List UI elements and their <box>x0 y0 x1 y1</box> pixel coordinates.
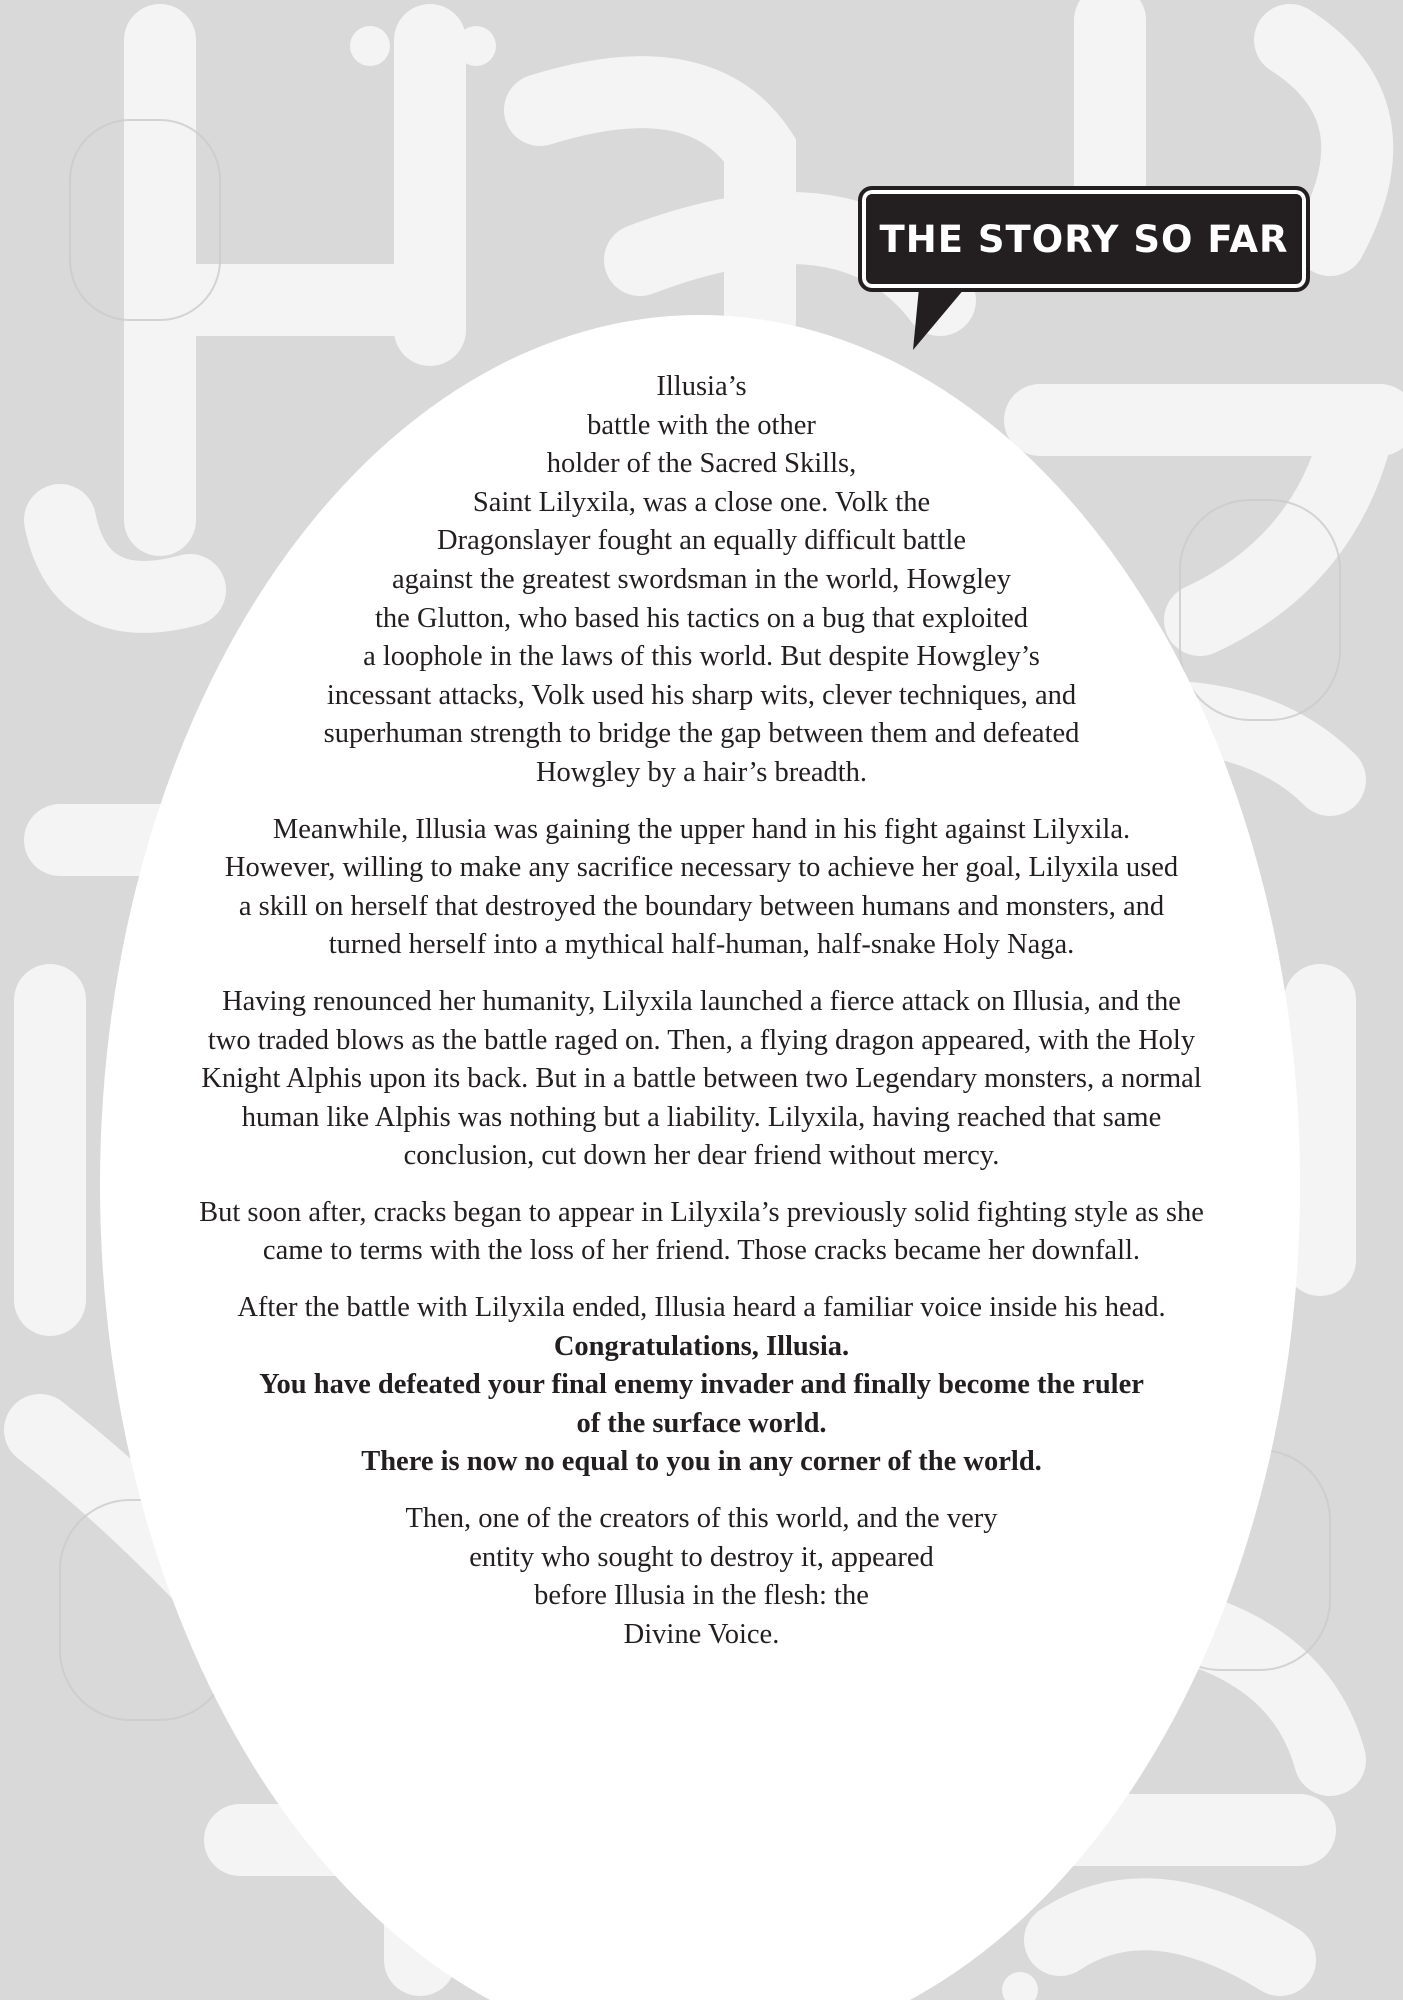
text-line: Howgley by a hair’s breadth. <box>535 756 868 788</box>
text-line: conclusion, cut down her dear friend without mercy. <box>403 1140 1000 1172</box>
text-line: against the greatest swordsman in the world, Howgley <box>392 563 1011 595</box>
text-line: superhuman strength to bridge the gap between them and defeated <box>323 718 1080 750</box>
paragraph-1 <box>150 368 1253 793</box>
paragraph-3 <box>150 983 1253 1176</box>
text-line: Then, one of the creators of this world, and the very <box>405 1503 998 1535</box>
page-title: THE STORY SO FAR <box>879 217 1289 261</box>
divine-voice-line: You have defeated your final enemy invader and finally become the ruler <box>259 1369 1144 1401</box>
divine-voice-line: There is now no equal to you in any corner of the world. <box>361 1446 1042 1478</box>
text-line: holder of the Sacred Skills, <box>546 448 857 480</box>
story-so-far-badge <box>858 186 1310 292</box>
text-line: Saint Lilyxila, was a close one. Volk the <box>472 486 931 518</box>
paragraph-2 <box>150 811 1253 965</box>
text-line: Having renounced her humanity, Lilyxila launched a fierce attack on Illusia, and the <box>222 985 1181 1017</box>
text-line: two traded blows as the battle raged on. Then, a flying dragon appeared, with the Holy <box>207 1024 1196 1056</box>
text-line: After the battle with Lilyxila ended, Illusia heard a familiar voice inside his head. <box>237 1292 1166 1324</box>
text-line: But soon after, cracks began to appear in Lilyxila’s previously solid fighting style as she <box>199 1196 1204 1228</box>
divine-voice-line: Congratulations, Illusia. <box>553 1330 850 1362</box>
text-line: Knight Alphis upon its back. But in a battle between two Legendary monsters, a normal <box>201 1063 1202 1095</box>
paragraph-4 <box>150 1194 1253 1271</box>
text-line: turned herself into a mythical half-human, half-snake Holy Naga. <box>328 929 1075 961</box>
text-line: came to terms with the loss of her friend. Those cracks became her downfall. <box>262 1235 1141 1267</box>
text-line: Dragonslayer fought an equally difficult battle <box>437 525 966 557</box>
text-line: Illusia’s <box>656 371 747 402</box>
text-line: Divine Voice. <box>623 1618 780 1650</box>
story-text <box>150 368 1253 1672</box>
text-line: human like Alphis was nothing but a liability. Lilyxila, having reached that same <box>241 1101 1162 1133</box>
text-line: battle with the other <box>587 409 816 441</box>
text-line: a skill on herself that destroyed the boundary between humans and monsters, and <box>238 890 1165 922</box>
speech-bubble-tail-icon <box>905 288 965 350</box>
text-line: However, willing to make any sacrifice necessary to achieve her goal, Lilyxila used <box>224 852 1179 884</box>
text-line: incessant attacks, Volk used his sharp wits, clever techniques, and <box>326 679 1077 711</box>
paragraph-6 <box>150 1500 1253 1654</box>
text-line: entity who sought to destroy it, appeared <box>469 1541 934 1573</box>
text-line: Meanwhile, Illusia was gaining the upper hand in his fight against Lilyxila. <box>272 813 1131 845</box>
paragraph-5 <box>150 1289 1253 1482</box>
text-line: before Illusia in the flesh: the <box>534 1580 869 1612</box>
text-line: a loophole in the laws of this world. But despite Howgley’s <box>363 641 1040 673</box>
text-line: the Glutton, who based his tactics on a bug that exploited <box>375 602 1028 634</box>
divine-voice-line: of the surface world. <box>576 1407 827 1439</box>
